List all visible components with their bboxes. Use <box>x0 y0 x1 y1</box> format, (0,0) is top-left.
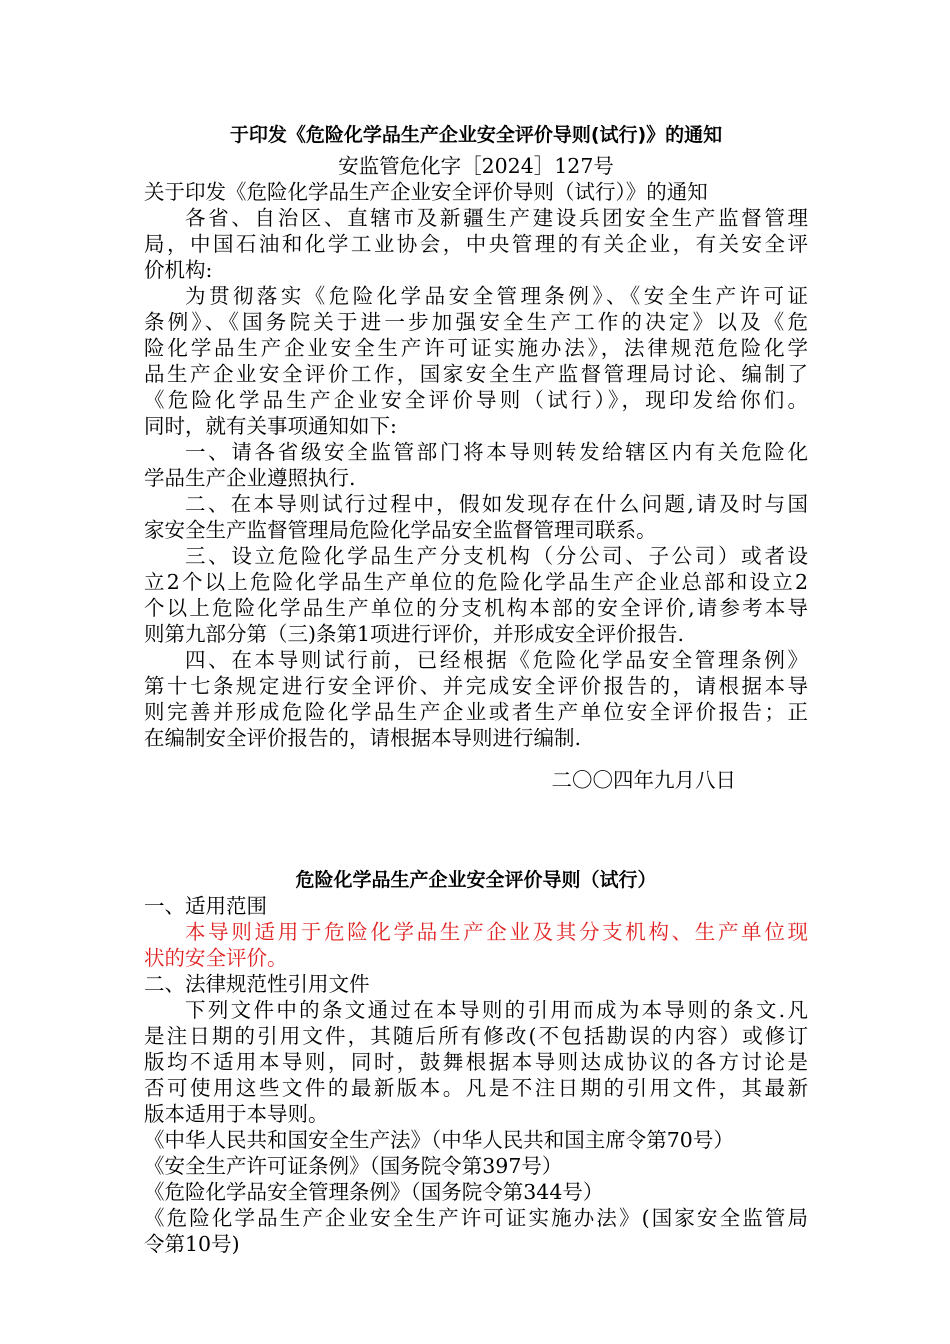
intro-line: 《危险化学品生产企业安全评价导则（试行）》，现印发给你们。 <box>144 388 808 412</box>
item-one-line: 一、请各省级安全监管部门将本导则转发给辖区内有关危险化 <box>185 440 808 464</box>
section-two-text: 下列文件中的条文通过在本导则的引用而成为本导则的条文.凡 <box>185 998 808 1022</box>
section-two-text: 是注日期的引用文件，其随后所有修改(不包括勘误的内容）或修订 <box>144 1024 808 1048</box>
notice-title-repeat: 关于印发《危险化学品生产企业安全评价导则（试行）》的通知 <box>144 180 708 204</box>
reference-item: 《危险化学品安全管理条例》（国务院令第344号） <box>144 1180 604 1204</box>
section-two-text: 版本适用于本导则。 <box>144 1102 329 1126</box>
addressee-line: 局，中国石油和化学工业协会，中央管理的有关企业，有关安全评 <box>144 232 808 256</box>
intro-line: 为贯彻落实《危险化学品安全管理条例》、《安全生产许可证 <box>185 284 808 308</box>
intro-line: 险化学品生产企业安全生产许可证实施办法》，法律规范危险化学 <box>144 336 808 360</box>
reference-item: 《中华人民共和国安全生产法》（中华人民共和国主席令第70号） <box>144 1128 734 1152</box>
item-four-line: 第十七条规定进行安全评价、并完成安全评价报告的，请根据本导 <box>144 674 808 698</box>
reference-item: 令第10号) <box>144 1232 240 1256</box>
item-two-line: 家安全生产监督管理局危险化学品安全监督管理司联系。 <box>144 518 657 542</box>
item-four-line: 则完善并形成危险化学品生产企业或者生产单位安全评价报告；正 <box>144 700 808 724</box>
notice-date: 二〇〇四年九月八日 <box>551 768 736 792</box>
guideline-title: 危险化学品生产企业安全评价导则（试行） <box>295 869 657 891</box>
section-one-text: 状的安全评价。 <box>144 946 288 970</box>
document-page <box>144 122 808 1257</box>
notice-header-title: 于印发《危险化学品生产企业安全评价导则(试行)》的通知 <box>229 124 723 146</box>
item-two-line: 二、在本导则试行过程中，假如发现存在什么问题,请及时与国 <box>185 492 808 516</box>
section-two-text: 否可使用这些文件的最新版本。凡是不注日期的引用文件，其最新 <box>144 1076 808 1100</box>
addressee-line: 各省、自治区、直辖市及新疆生产建设兵团安全生产监督管理 <box>185 206 808 230</box>
item-three-line: 三、设立危险化学品生产分支机构（分公司、子公司）或者设 <box>185 544 808 568</box>
addressee-line: 价机构: <box>144 258 213 282</box>
item-four-line: 在编制安全评价报告的，请根据本导则进行编制. <box>144 726 582 750</box>
item-three-line: 则第九部分第（三)条第1项进行评价，并形成安全评价报告. <box>144 622 685 646</box>
intro-line: 同时，就有关事项通知如下: <box>144 414 397 438</box>
reference-item: 《危险化学品生产企业安全生产许可证实施办法》(国家安全监管局 <box>144 1206 808 1230</box>
item-three-line: 立2个以上危险化学品生产单位的危险化学品生产企业总部和设立2 <box>144 570 808 594</box>
section-two-heading: 二、法律规范性引用文件 <box>144 972 370 996</box>
item-three-line: 个以上危险化学品生产单位的分支机构本部的安全评价,请参考本导 <box>144 596 808 620</box>
item-one-line: 学品生产企业遵照执行. <box>144 466 356 490</box>
section-two-text: 版均不适用本导则，同时，鼓舞根据本导则达成协议的各方讨论是 <box>144 1050 808 1074</box>
intro-line: 条例》、《国务院关于进一步加强安全生产工作的决定》以及《危 <box>144 310 808 334</box>
section-one-text: 本导则适用于危险化学品生产企业及其分支机构、生产单位现 <box>185 920 808 944</box>
intro-line: 品生产企业安全评价工作，国家安全生产监督管理局讨论、编制了 <box>144 362 808 386</box>
reference-item: 《安全生产许可证条例》（国务院令第397号） <box>144 1154 563 1178</box>
item-four-line: 四、在本导则试行前，已经根据《危险化学品安全管理条例》 <box>185 648 808 672</box>
doc-number: 安监管危化字［2024］127号 <box>338 154 614 178</box>
section-one-heading: 一、适用范围 <box>144 894 267 918</box>
